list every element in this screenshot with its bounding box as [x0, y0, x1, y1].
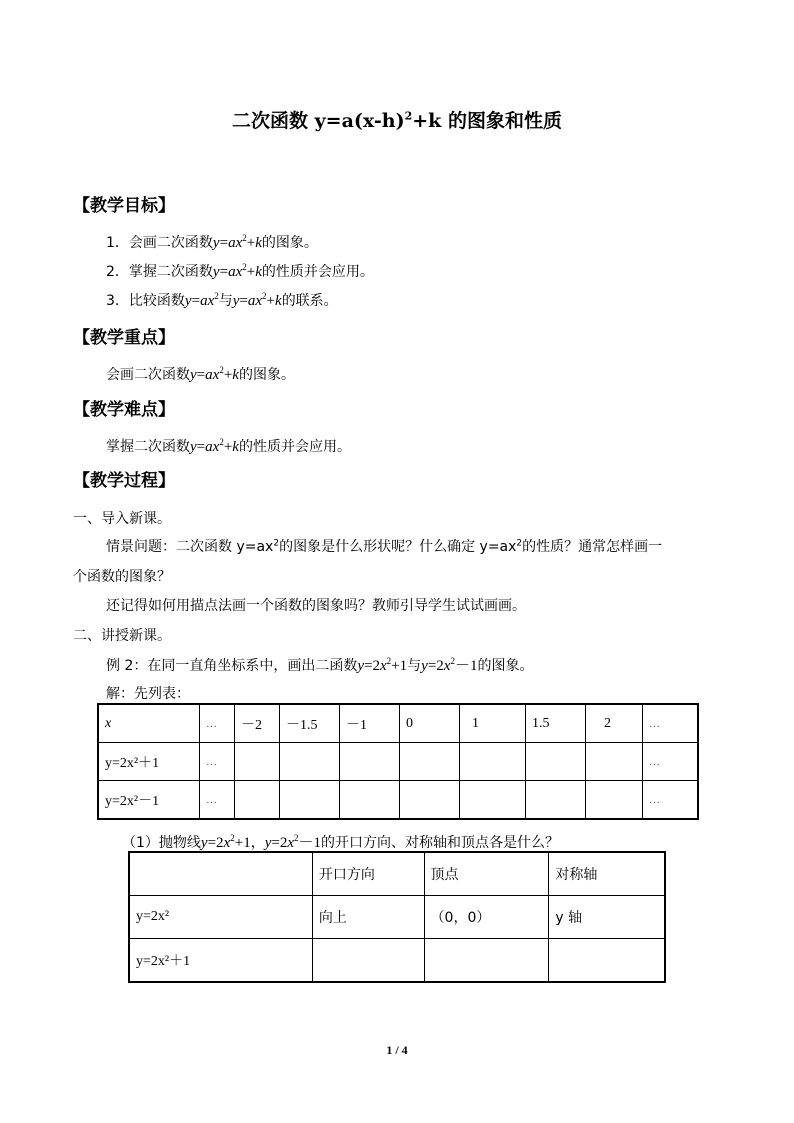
table-cell: y 轴 — [549, 896, 665, 939]
question-1: （1）抛物线$y=2x^2+1$，$y=2x^2-1$的开口方向、对称轴和顶点各是什么？ — [122, 833, 560, 851]
goals-heading: 【教学目标】 — [73, 196, 175, 216]
solution-text: 解：先列表： — [106, 686, 190, 702]
table-row — [129, 852, 665, 896]
table-cell — [460, 781, 526, 820]
table-cell — [235, 743, 280, 781]
key-text: 会画二次函数$y=ax^2+k$的图象。 — [106, 365, 295, 383]
table-cell — [340, 781, 400, 820]
goal-item-1: 1．会画二次函数$y=ax^2+k$的图象。 — [106, 233, 318, 251]
table-cell: y=2x² — [129, 896, 312, 939]
value-table — [97, 703, 699, 820]
table-cell — [400, 781, 460, 820]
title-main: 二次函数 y=a(x-h) — [232, 110, 405, 132]
table-cell: … — [206, 793, 218, 806]
table-cell: －1 — [340, 704, 400, 743]
table-cell — [312, 939, 424, 983]
table-cell: （0，0） — [424, 896, 549, 939]
table-cell: 向上 — [312, 896, 424, 939]
table-cell: 2 — [586, 704, 643, 743]
table-row — [98, 743, 698, 781]
table-cell: －2 — [235, 704, 280, 743]
table-cell — [340, 743, 400, 781]
table-cell: … — [649, 793, 661, 806]
table-cell: 1 — [460, 704, 526, 743]
table-cell — [460, 743, 526, 781]
table-cell: y=2x²＋1 — [98, 743, 200, 781]
property-table — [128, 851, 666, 983]
goal-item-2: 2．掌握二次函数$y=ax^2+k$的性质并会应用。 — [106, 262, 374, 280]
title-tail: +k 的图象和性质 — [412, 110, 562, 132]
difficulty-text: 掌握二次函数$y=ax^2+k$的性质并会应用。 — [106, 437, 351, 455]
example-text: 例 2：在同一直角坐标系中，画出二函数$y=2x^2+1$与$y=2x^2-1$的图象。 — [106, 656, 534, 674]
table-cell: －1.5 — [280, 704, 340, 743]
key-heading: 【教学重点】 — [73, 328, 175, 348]
table-cell — [586, 781, 643, 820]
table-cell: 对称轴 — [549, 852, 665, 896]
goal-item-3: 3．比较函数$y=ax^2$与$y=ax^2+k$的联系。 — [106, 291, 338, 309]
table-cell — [280, 743, 340, 781]
table-cell — [526, 743, 586, 781]
table-cell — [586, 743, 643, 781]
table-cell: 0 — [400, 704, 460, 743]
table-row — [129, 939, 665, 983]
part1-heading: 一、导入新课。 — [73, 511, 171, 527]
table-cell — [549, 939, 665, 983]
table-cell: … — [649, 755, 661, 768]
table-row — [98, 781, 698, 820]
table-cell — [129, 852, 312, 896]
table-cell — [526, 781, 586, 820]
page-number: 1 / 4 — [386, 1043, 408, 1057]
page-title — [0, 106, 794, 133]
table-cell: … — [649, 717, 661, 730]
table-cell — [424, 939, 549, 983]
table-cell — [400, 743, 460, 781]
table-cell: y=2x²＋1 — [129, 939, 312, 983]
table-cell: y=2x²－1 — [98, 781, 200, 820]
part2-heading: 二、讲授新课。 — [73, 628, 171, 644]
scenario-text: 情景问题：二次函数 $y=ax^2$的图象是什么形状呢？什么确定 $y=ax^2$的性质？通常怎样画一 — [106, 538, 663, 555]
recall-text: 还记得如何用描点法画一个函数的图象吗？教师引导学生试试画画。 — [106, 598, 526, 614]
difficulty-heading: 【教学难点】 — [73, 400, 175, 420]
title-exponent: 2 — [404, 109, 413, 123]
table-cell — [235, 781, 280, 820]
table-cell — [280, 781, 340, 820]
table-cell: x — [105, 715, 112, 731]
table-cell: … — [206, 717, 218, 730]
table-cell: 1.5 — [526, 704, 586, 743]
process-heading: 【教学过程】 — [73, 471, 175, 491]
table-cell: 顶点 — [424, 852, 549, 896]
table-row — [98, 704, 698, 743]
table-cell: 开口方向 — [312, 852, 424, 896]
scenario-text-2: 个函数的图象？ — [73, 569, 171, 585]
table-row — [129, 896, 665, 939]
table-cell: … — [206, 755, 218, 768]
